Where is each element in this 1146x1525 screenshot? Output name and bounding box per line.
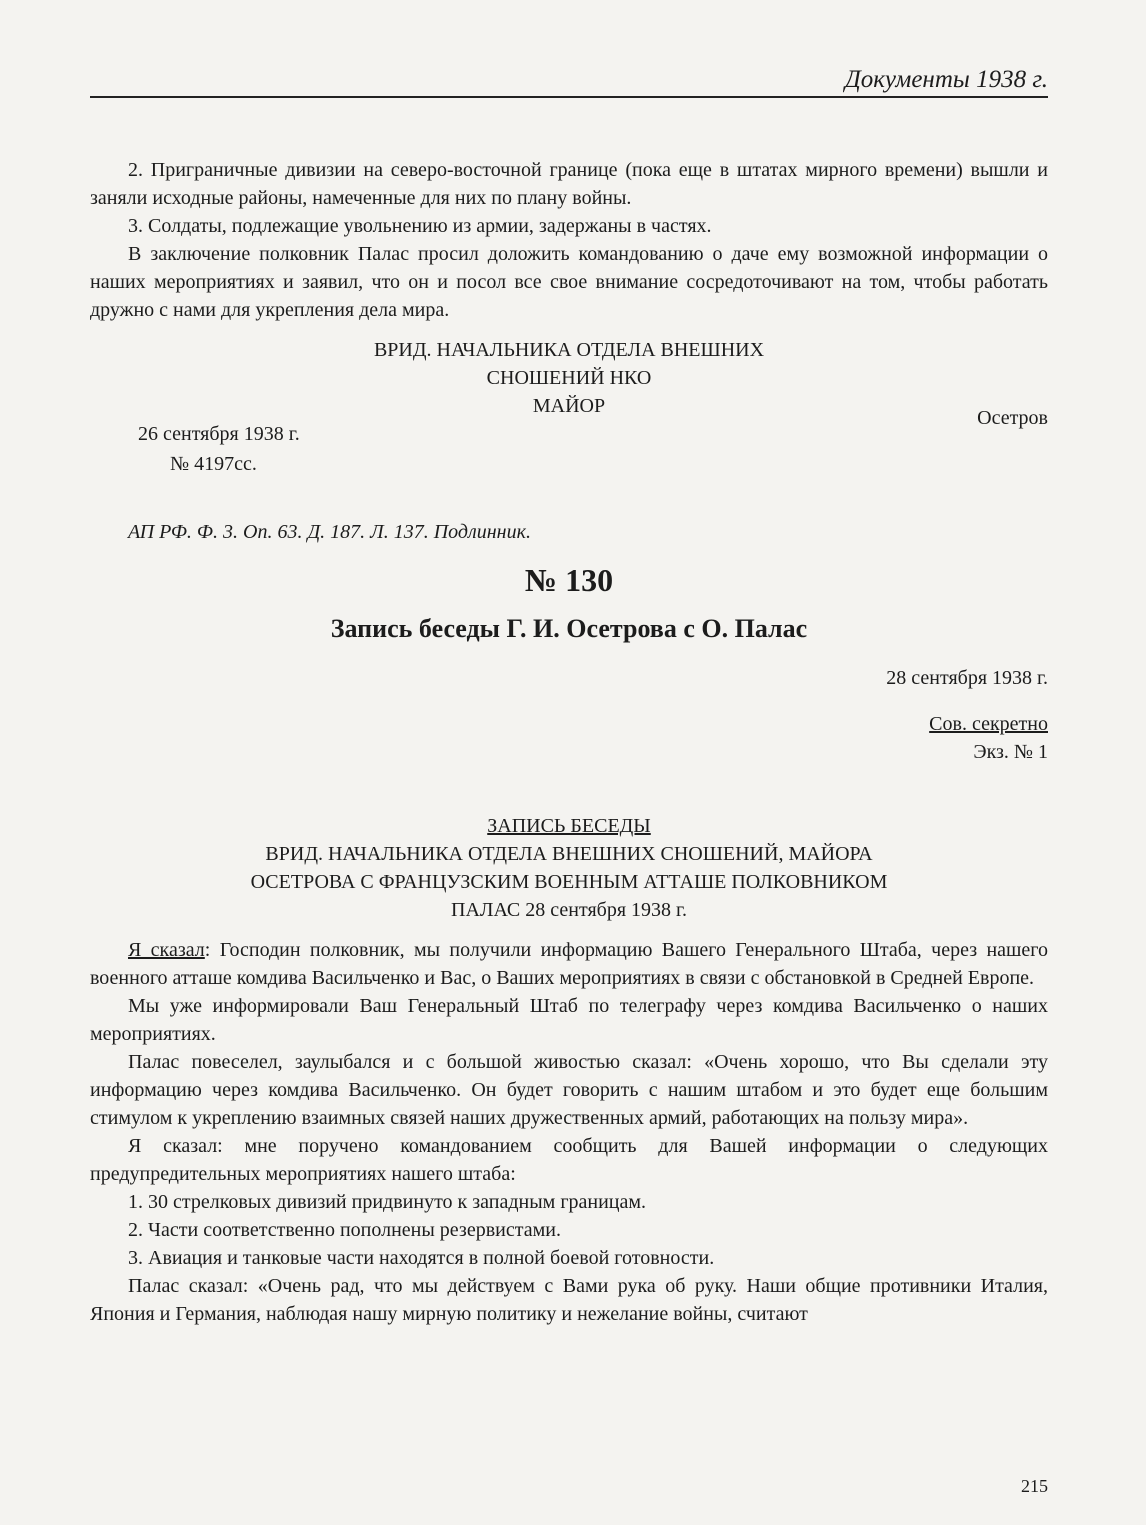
document-date: 28 сентября 1938 г. [886,667,1048,689]
signature-number: № 4197сс. [170,453,257,475]
page-number: 215 [1021,1476,1048,1496]
body-paragraph [90,936,1048,992]
classification-label: Сов. секретно [929,713,1048,735]
record-heading-main: ЗАПИСЬ БЕСЕДЫ [487,815,651,837]
signature-title-line2: СНОШЕНИЙ НКО [486,367,652,389]
intro-paragraph: В заключение полковник Палас просил доложить командованию о даче ему возможной информации о наших мероприятиях и заявил, что он и посол все свое внимание сосредоточивают на том, чтобы работать дружно с нами для укрепления дела мира. [90,243,1048,321]
speaker-label: Я сказал [128,939,205,961]
running-header: Документы 1938 г. [844,66,1048,93]
signature-rank: МАЙОР [532,395,606,417]
intro-paragraph: 3. Солдаты, подлежащие увольнению из армии, задержаны в частях. [128,215,712,237]
copy-number: Экз. № 1 [973,741,1048,763]
signature-title-line1: ВРИД. НАЧАЛЬНИКА ОТДЕЛА ВНЕШНИХ [373,339,765,361]
list-item: 1. 30 стрелковых дивизий придвинуто к западным границам. [128,1191,647,1213]
classification-block [90,710,1048,766]
page-content [90,156,1048,1328]
body-paragraph: Я сказал: мне поручено командованием сообщить для Вашей информации о следующих предупредительных мероприятиях нашего штаба: [90,1135,1048,1185]
record-heading [90,812,1048,924]
record-heading-line1: ВРИД. НАЧАЛЬНИКА ОТДЕЛА ВНЕШНИХ СНОШЕНИЙ, МАЙОРА [265,843,873,865]
body-paragraph: Палас повеселел, заулыбался и с большой живостью сказал: «Очень хорошо, что Вы сделали эту информацию через комдива Васильченко. Он будет говорить с нашим штабом и это будет еще большим стимулом к укреплению взаимных связей наших дружественных армий, работающих на пользу мира». [90,1051,1048,1129]
signature-block [90,336,1048,508]
record-body [90,936,1048,1328]
signature-name: Осетров [977,407,1048,429]
record-heading-line2: ОСЕТРОВА С ФРАНЦУЗСКИМ ВОЕННЫМ АТТАШЕ ПОЛКОВНИКОМ [250,871,888,893]
document-title: Запись беседы Г. И. Осетрова с О. Палас [330,614,808,643]
source-note: АП РФ. Ф. 3. Оп. 63. Д. 187. Л. 137. Подлинник. [128,521,531,543]
body-text: : Господин полковник, мы получили информацию Вашего Генерального Штаба, через нашего военного атташе комдива Васильченко и Вас, о Ваших мероприятиях в связи с обстановкой в Средней Европе. [90,939,1048,989]
intro-paragraph: 2. Приграничные дивизии на северо-восточной границе (пока еще в штатах мирного времени) вышли и заняли исходные районы, намеченные для них по плану войны. [90,159,1048,209]
body-paragraph: Мы уже информировали Ваш Генеральный Штаб по телеграфу через комдива Васильченко о наших мероприятиях. [90,995,1048,1045]
list-item: 3. Авиация и танковые части находятся в полной боевой готовности. [128,1247,715,1269]
body-paragraph: Палас сказал: «Очень рад, что мы действуем с Вами рука об руку. Наши общие противники Италия, Япония и Германия, наблюдая нашу мирную политику и нежелание войны, считают [90,1275,1048,1325]
list-item: 2. Части соответственно пополнены резервистами. [128,1219,561,1241]
document-number: № 130 [524,562,614,598]
signature-date: 26 сентября 1938 г. [138,423,300,445]
header-rule [90,96,1048,98]
record-heading-line3: ПАЛАС 28 сентября 1938 г. [451,899,687,921]
